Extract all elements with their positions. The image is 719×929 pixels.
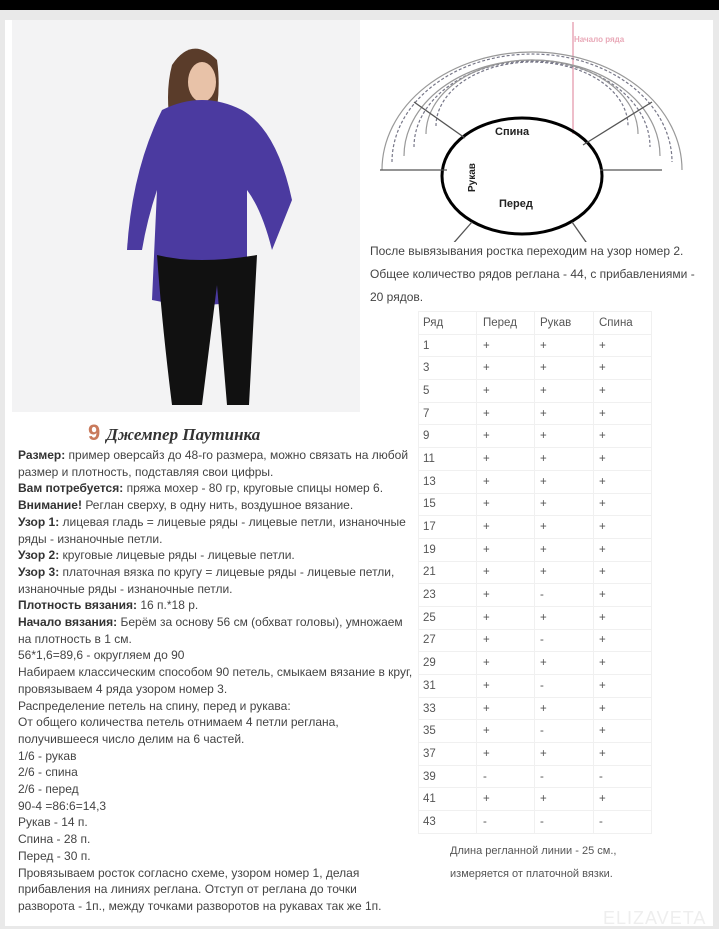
table-cell: + xyxy=(477,493,535,516)
table-row xyxy=(419,357,652,380)
table-cell: 3 xyxy=(419,357,477,380)
table-cell: + xyxy=(477,538,535,561)
table-row xyxy=(419,425,652,448)
paragraph xyxy=(18,597,413,614)
table-cell: + xyxy=(477,629,535,652)
note-line: измеряется от платочной вязки. xyxy=(450,868,613,880)
table-cell: + xyxy=(594,675,652,698)
table-cell: + xyxy=(477,402,535,425)
table-cell: + xyxy=(535,334,594,357)
instruction-line: От общего количества петель отнимаем 4 петли реглана, получившееся число делим на 6 частей. xyxy=(18,715,339,746)
after-line: 20 рядов. xyxy=(370,290,424,304)
table-cell: + xyxy=(594,788,652,811)
table-cell: + xyxy=(477,606,535,629)
raglan-diagram xyxy=(362,22,712,242)
back-label: Спина xyxy=(495,126,530,138)
paragraph xyxy=(18,480,413,497)
paragraph-label: Начало вязания: xyxy=(18,615,118,630)
instruction-line: 2/6 - спина xyxy=(18,765,78,780)
instruction-line: 1/6 - рукав xyxy=(18,748,77,763)
table-cell: 7 xyxy=(419,402,477,425)
table-cell: + xyxy=(535,493,594,516)
table-cell: + xyxy=(594,652,652,675)
table-row xyxy=(419,606,652,629)
paragraph-text: пример оверсайз до 48-го размера, можно связать на любой размер и плотность, подставляя свои цифры. xyxy=(18,448,409,479)
table-cell: - xyxy=(535,584,594,607)
table-cell: + xyxy=(477,743,535,766)
table-row xyxy=(419,697,652,720)
paragraph-text: 16 п.*18 р. xyxy=(137,598,199,613)
paragraph-label: Узор 1: xyxy=(18,514,60,529)
instruction-line: 2/6 - перед xyxy=(18,782,79,797)
table-cell: 17 xyxy=(419,516,477,539)
sleeve-label: Рукав xyxy=(467,163,478,192)
table-row xyxy=(419,448,652,471)
table-cell: - xyxy=(535,675,594,698)
table-header xyxy=(419,312,652,335)
table-cell: + xyxy=(594,493,652,516)
paragraph xyxy=(18,514,413,547)
table-cell: + xyxy=(594,402,652,425)
watermark: ELIZAVETA xyxy=(603,908,707,928)
paragraph-text: лицевая гладь = лицевые ряды - лицевые петли, изнаночные ряды - изнаночные петли. xyxy=(18,514,406,546)
table-cell: + xyxy=(594,448,652,471)
table-row xyxy=(419,788,652,811)
paragraph xyxy=(18,447,413,480)
table-cell: + xyxy=(535,788,594,811)
table-cell: - xyxy=(477,811,535,834)
table-cell: + xyxy=(477,584,535,607)
table-cell: 21 xyxy=(419,561,477,584)
after-line: Общее количество рядов реглана - 44, с прибавлениями - xyxy=(370,267,695,281)
paragraph-text: круговые лицевые ряды - лицевые петли. xyxy=(59,548,295,563)
instruction-line: Распределение петель на спину, перед и рукава: xyxy=(18,698,291,713)
table-cell: 11 xyxy=(419,448,477,471)
table-cell: + xyxy=(535,561,594,584)
raglan-note xyxy=(450,840,616,886)
paragraph xyxy=(18,564,413,597)
table-cell: + xyxy=(477,334,535,357)
table-cell: + xyxy=(535,470,594,493)
table-row xyxy=(419,629,652,652)
table-row xyxy=(419,402,652,425)
table-cell: + xyxy=(535,516,594,539)
table-cell: + xyxy=(535,606,594,629)
table-cell: + xyxy=(594,697,652,720)
table-cell: - xyxy=(535,765,594,788)
paragraph-text: платочная вязка по кругу = лицевые ряды - лицевые петли, изнаночные ряды - изнаночные петли. xyxy=(18,564,395,596)
table-cell: + xyxy=(477,675,535,698)
instruction-line: 56*1,6=89,6 - округляем до 90 xyxy=(18,648,185,663)
paragraph-label: Вам потребуется: xyxy=(18,481,124,496)
instruction-line: Рукав - 14 п. xyxy=(18,815,88,830)
table-cell: - xyxy=(535,811,594,834)
table-cell: + xyxy=(535,697,594,720)
paragraph-text: Реглан сверху, в одну нить, воздушное вязание. xyxy=(81,498,354,513)
table-cell: 39 xyxy=(419,765,477,788)
table-cell: + xyxy=(594,743,652,766)
table-cell: + xyxy=(594,561,652,584)
table-cell: + xyxy=(477,448,535,471)
table-cell: 1 xyxy=(419,334,477,357)
table-cell: + xyxy=(477,425,535,448)
table-cell: + xyxy=(594,357,652,380)
table-cell: 9 xyxy=(419,425,477,448)
table-row xyxy=(419,561,652,584)
table-cell: - xyxy=(535,720,594,743)
table-cell: + xyxy=(477,652,535,675)
column-header: Спина xyxy=(594,312,652,335)
instruction-line: Перед - 30 п. xyxy=(18,848,91,863)
table-cell: + xyxy=(477,380,535,403)
table-cell: 15 xyxy=(419,493,477,516)
instruction-line: Спина - 28 п. xyxy=(18,832,91,847)
front-label: Перед xyxy=(499,198,533,210)
table-row xyxy=(419,516,652,539)
pattern-title xyxy=(88,420,260,446)
table-cell: + xyxy=(594,470,652,493)
table-cell: + xyxy=(594,516,652,539)
table-cell: + xyxy=(477,561,535,584)
top-bar xyxy=(0,0,719,10)
table-cell: + xyxy=(594,380,652,403)
table-cell: 33 xyxy=(419,697,477,720)
raglan-table xyxy=(418,311,652,834)
table-cell: 31 xyxy=(419,675,477,698)
table-row xyxy=(419,493,652,516)
table-cell: + xyxy=(594,425,652,448)
table-cell: - xyxy=(594,811,652,834)
table-row xyxy=(419,470,652,493)
table-cell: 41 xyxy=(419,788,477,811)
table-cell: + xyxy=(477,720,535,743)
table-cell: 5 xyxy=(419,380,477,403)
table-row xyxy=(419,765,652,788)
paragraph-label: Плотность вязания: xyxy=(18,598,138,613)
table-cell: + xyxy=(535,652,594,675)
table-row xyxy=(419,584,652,607)
table-row xyxy=(419,380,652,403)
table-cell: + xyxy=(535,743,594,766)
table-cell: + xyxy=(535,380,594,403)
table-cell: + xyxy=(535,357,594,380)
instruction-line: Провязываем росток согласно схеме, узором номер 1, делая прибавления на линиях реглана. Отступ от реглана до точки разворота - 1п., между точками разворотов на рукавах так же 1п. xyxy=(18,865,382,913)
table-row xyxy=(419,652,652,675)
table-cell: 13 xyxy=(419,470,477,493)
paragraph-label: Узор 3: xyxy=(18,564,60,579)
table-cell: + xyxy=(594,334,652,357)
paragraph-text: Берём за основу 56 см (обхват головы), умножаем на плотность в 1 см. xyxy=(18,615,403,646)
table-cell: + xyxy=(477,470,535,493)
column-header: Рукав xyxy=(535,312,594,335)
model-photo xyxy=(12,20,360,412)
table-cell: + xyxy=(535,425,594,448)
table-row xyxy=(419,675,652,698)
after-line: После вывязывания ростка переходим на узор номер 2. xyxy=(370,244,684,258)
table-cell: - xyxy=(535,629,594,652)
table-cell: + xyxy=(477,357,535,380)
table-cell: 35 xyxy=(419,720,477,743)
table-row xyxy=(419,811,652,834)
table-cell: 27 xyxy=(419,629,477,652)
table-cell: 37 xyxy=(419,743,477,766)
paragraph-text: пряжа мохер - 80 гр, круговые спицы номер 6. xyxy=(123,481,384,496)
table-cell: + xyxy=(535,402,594,425)
column-header: Перед xyxy=(477,312,535,335)
table-cell: + xyxy=(594,606,652,629)
table-cell: + xyxy=(477,516,535,539)
paragraph-label: Размер: xyxy=(18,448,66,462)
table-cell: - xyxy=(477,765,535,788)
table-row xyxy=(419,538,652,561)
pattern-number: 9 xyxy=(88,420,101,445)
table-cell: 25 xyxy=(419,606,477,629)
table-cell: 19 xyxy=(419,538,477,561)
after-text xyxy=(370,240,700,309)
table-row xyxy=(419,720,652,743)
table-cell: + xyxy=(594,720,652,743)
note-line: Длина регланной линии - 25 см., xyxy=(450,845,617,857)
table-cell: + xyxy=(535,448,594,471)
pattern-name: Джемпер Паутинка xyxy=(106,425,261,444)
paragraph xyxy=(18,547,413,564)
row-start-label: Начало ряда xyxy=(574,35,625,44)
pattern-instructions xyxy=(18,447,413,915)
paragraph xyxy=(18,497,413,514)
table-cell: + xyxy=(477,697,535,720)
instruction-line: 90-4 =86:6=14,3 xyxy=(18,798,107,813)
table-cell: + xyxy=(535,538,594,561)
table-cell: + xyxy=(594,538,652,561)
table-cell: 23 xyxy=(419,584,477,607)
instruction-line: Набираем классическим способом 90 петель, смыкаем вязание в круг, провязываем 4 ряда узором номер 3. xyxy=(18,665,413,696)
table-cell: + xyxy=(594,584,652,607)
paragraph xyxy=(18,614,413,647)
column-header: Ряд xyxy=(419,312,477,335)
paragraph-label: Узор 2: xyxy=(18,548,60,563)
table-cell: - xyxy=(594,765,652,788)
paragraph-label: Внимание! xyxy=(18,498,82,513)
table-cell: 29 xyxy=(419,652,477,675)
table-row xyxy=(419,743,652,766)
table-cell: 43 xyxy=(419,811,477,834)
table-row xyxy=(419,334,652,357)
table-cell: + xyxy=(594,629,652,652)
table-cell: + xyxy=(477,788,535,811)
